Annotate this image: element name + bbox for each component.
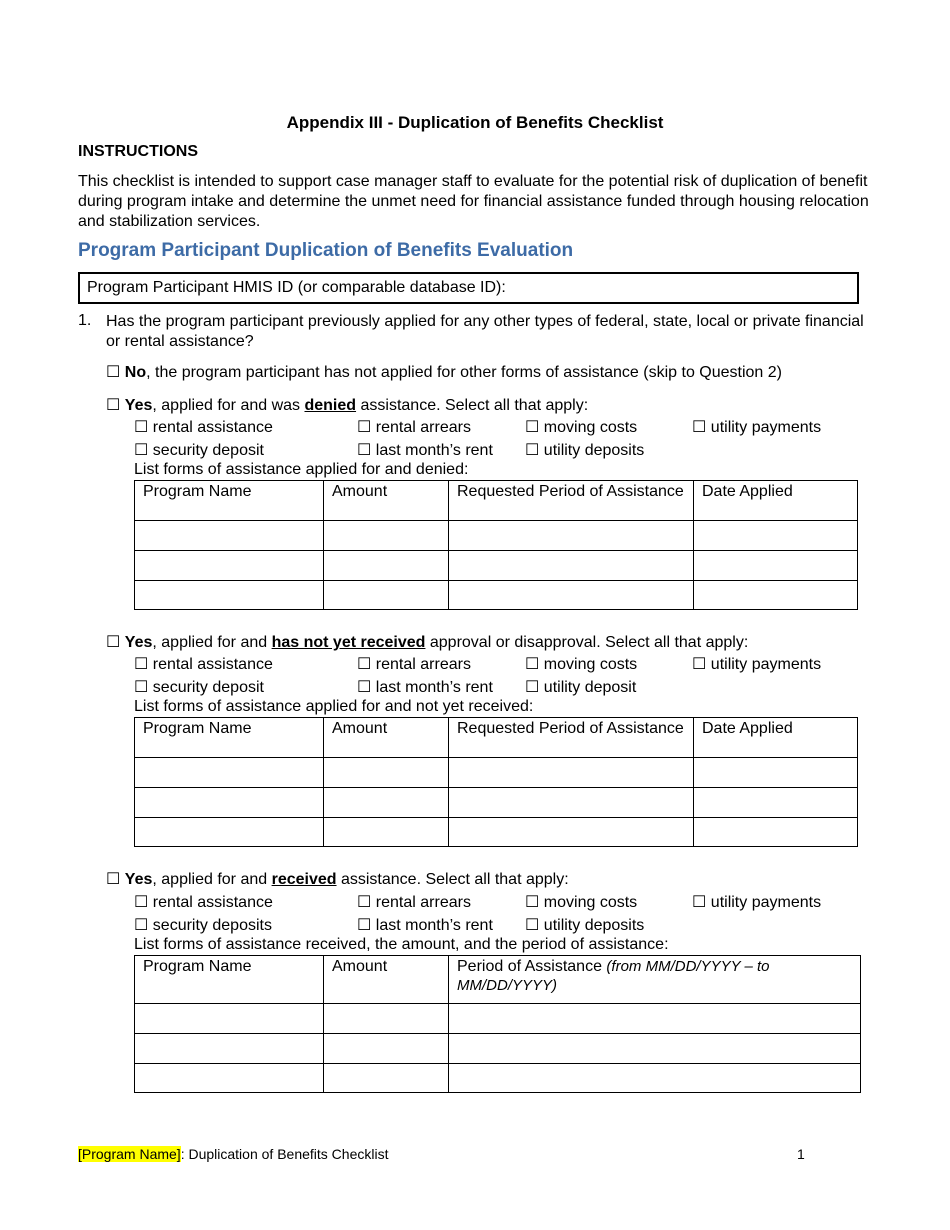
- pending-assistance-table: [134, 717, 858, 847]
- table-row: [135, 758, 858, 788]
- table-header-row: [135, 481, 858, 521]
- check-label: utility deposit: [543, 679, 637, 696]
- table-cell[interactable]: [324, 818, 449, 847]
- instructions-text: This checklist is intended to support case manager staff to evaluate for the potential risk of duplication of benefit during program intake and determine the unmet need for financial assistance funded through housing relocation and stabilization services.: [78, 173, 869, 230]
- checkbox-icon[interactable]: ☐: [525, 419, 540, 436]
- check-moving-costs[interactable]: [525, 893, 637, 913]
- check-utility-payments[interactable]: [692, 655, 821, 675]
- table-cell[interactable]: [449, 1004, 861, 1034]
- check-label: last month’s rent: [375, 917, 493, 934]
- table-cell[interactable]: [694, 551, 858, 581]
- col-program-name: Program Name: [135, 956, 324, 1004]
- check-moving-costs[interactable]: [525, 655, 637, 675]
- option-text: approval or disapproval. Select all that apply:: [425, 634, 749, 651]
- table-row: [135, 551, 858, 581]
- checkbox-icon[interactable]: ☐: [357, 419, 372, 436]
- checkbox-icon[interactable]: ☐: [357, 679, 372, 696]
- col-date-applied: Date Applied: [694, 718, 858, 758]
- table-cell[interactable]: [324, 1034, 449, 1064]
- received-assistance-table: [134, 955, 861, 1093]
- check-utility-deposits[interactable]: [525, 916, 644, 936]
- check-rental-assistance[interactable]: [134, 418, 273, 438]
- table-cell[interactable]: [135, 521, 324, 551]
- page-title: Appendix III - Duplication of Benefits Checklist: [286, 113, 664, 132]
- checkbox-icon[interactable]: ☐: [357, 656, 372, 673]
- option-yes-bold: Yes: [124, 397, 153, 414]
- table-cell[interactable]: [135, 818, 324, 847]
- check-label: utility deposits: [543, 442, 645, 459]
- table-row: [135, 1064, 861, 1093]
- checkbox-icon[interactable]: ☐: [106, 364, 121, 381]
- checkbox-icon[interactable]: ☐: [134, 679, 149, 696]
- check-label: security deposit: [152, 442, 264, 459]
- col-amount: Amount: [324, 956, 449, 1004]
- col-program-name: Program Name: [135, 481, 324, 521]
- table-row: [135, 581, 858, 610]
- denied-assistance-table: [134, 480, 858, 610]
- check-rental-assistance[interactable]: [134, 893, 273, 913]
- table-cell[interactable]: [135, 758, 324, 788]
- table-cell[interactable]: [449, 521, 694, 551]
- checkbox-icon[interactable]: ☐: [692, 656, 707, 673]
- table-cell[interactable]: [449, 581, 694, 610]
- pending-list-label: List forms of assistance applied for and not yet received:: [134, 698, 534, 715]
- check-utility-deposit[interactable]: [525, 678, 636, 698]
- check-last-months-rent[interactable]: [357, 678, 493, 698]
- checkbox-icon[interactable]: ☐: [525, 679, 540, 696]
- table-cell[interactable]: [694, 788, 858, 818]
- instructions-heading: INSTRUCTIONS: [78, 143, 198, 160]
- checkbox-icon[interactable]: ☐: [525, 917, 540, 934]
- denied-list-label: List forms of assistance applied for and denied:: [134, 461, 469, 478]
- check-label: rental assistance: [152, 419, 273, 436]
- option-emphasis: denied: [304, 397, 357, 414]
- check-utility-payments[interactable]: [692, 418, 821, 438]
- page-number: 1: [797, 1146, 805, 1162]
- table-cell[interactable]: [449, 551, 694, 581]
- check-label: moving costs: [543, 894, 638, 911]
- table-cell[interactable]: [449, 788, 694, 818]
- col-period-label: Period of Assistance: [457, 958, 602, 975]
- option-yes-received[interactable]: [106, 870, 569, 890]
- check-security-deposit[interactable]: [134, 678, 264, 698]
- received-list-label: List forms of assistance received, the amount, and the period of assistance:: [134, 936, 669, 953]
- check-label: utility deposits: [543, 917, 645, 934]
- table-cell[interactable]: [449, 758, 694, 788]
- check-label: rental assistance: [152, 894, 273, 911]
- check-label: last month’s rent: [375, 679, 493, 696]
- option-text: , applied for and: [152, 871, 272, 888]
- checkbox-icon[interactable]: ☐: [134, 917, 149, 934]
- option-yes-bold: Yes: [124, 871, 153, 888]
- option-no-bold: No: [124, 364, 147, 381]
- check-rental-arrears[interactable]: [357, 655, 471, 675]
- check-label: moving costs: [543, 656, 638, 673]
- table-cell[interactable]: [324, 581, 449, 610]
- page-footer: [78, 1146, 388, 1162]
- footer-program-name: [Program Name]: [78, 1146, 181, 1162]
- checkbox-icon[interactable]: ☐: [134, 442, 149, 459]
- option-emphasis: received: [271, 871, 337, 888]
- table-cell[interactable]: [135, 551, 324, 581]
- col-period-of-assistance: [449, 956, 861, 1004]
- table-row: [135, 521, 858, 551]
- check-label: rental arrears: [375, 894, 471, 911]
- check-utility-deposits[interactable]: [525, 441, 644, 461]
- table-cell[interactable]: [135, 1004, 324, 1034]
- col-requested-period: Requested Period of Assistance: [449, 481, 694, 521]
- checkbox-icon[interactable]: ☐: [357, 917, 372, 934]
- check-utility-payments[interactable]: [692, 893, 821, 913]
- check-rental-arrears[interactable]: [357, 893, 471, 913]
- check-label: utility payments: [710, 656, 822, 673]
- table-cell[interactable]: [324, 521, 449, 551]
- option-no[interactable]: [106, 363, 782, 383]
- checkbox-icon[interactable]: ☐: [525, 656, 540, 673]
- checkbox-icon[interactable]: ☐: [357, 894, 372, 911]
- table-cell[interactable]: [449, 818, 694, 847]
- checkbox-icon[interactable]: ☐: [134, 656, 149, 673]
- table-cell[interactable]: [135, 581, 324, 610]
- check-security-deposit[interactable]: [134, 441, 264, 461]
- check-rental-arrears[interactable]: [357, 418, 471, 438]
- table-header-row: [135, 718, 858, 758]
- col-requested-period: Requested Period of Assistance: [449, 718, 694, 758]
- table-cell[interactable]: [449, 1034, 861, 1064]
- check-label: security deposits: [152, 917, 272, 934]
- check-rental-assistance[interactable]: [134, 655, 273, 675]
- period-hint: (from MM/DD/YYYY – to MM/DD/YYYY): [457, 958, 770, 994]
- option-yes-bold: Yes: [124, 634, 153, 651]
- question-number: 1.: [78, 312, 92, 329]
- option-text: assistance. Select all that apply:: [356, 397, 589, 414]
- table-cell[interactable]: [324, 758, 449, 788]
- check-label: rental arrears: [375, 419, 471, 436]
- table-cell[interactable]: [324, 551, 449, 581]
- table-cell[interactable]: [135, 1064, 324, 1093]
- col-date-applied: Date Applied: [694, 481, 858, 521]
- hmis-id-label: Program Participant HMIS ID (or comparable database ID):: [87, 279, 506, 296]
- check-label: last month’s rent: [375, 442, 493, 459]
- table-cell[interactable]: [135, 1034, 324, 1064]
- option-text: , applied for and: [152, 634, 272, 651]
- option-no-text: , the program participant has not applied for other forms of assistance (skip to Question 2): [146, 364, 782, 381]
- checkbox-icon[interactable]: ☐: [525, 894, 540, 911]
- footer-text: : Duplication of Benefits Checklist: [180, 1146, 389, 1162]
- table-row: [135, 818, 858, 847]
- check-label: rental assistance: [152, 656, 273, 673]
- check-last-months-rent[interactable]: [357, 916, 493, 936]
- check-security-deposits[interactable]: [134, 916, 272, 936]
- hmis-id-field[interactable]: [78, 272, 859, 304]
- col-program-name: Program Name: [135, 718, 324, 758]
- checkbox-icon[interactable]: ☐: [106, 397, 121, 414]
- table-row: [135, 1004, 861, 1034]
- table-header-row: [135, 956, 861, 1004]
- checkbox-icon[interactable]: ☐: [106, 634, 121, 651]
- checkbox-icon[interactable]: ☐: [357, 442, 372, 459]
- checkbox-icon[interactable]: ☐: [134, 894, 149, 911]
- checkbox-icon[interactable]: ☐: [692, 894, 707, 911]
- table-cell[interactable]: [694, 818, 858, 847]
- table-cell[interactable]: [694, 521, 858, 551]
- col-amount: Amount: [324, 718, 449, 758]
- table-cell[interactable]: [324, 1064, 449, 1093]
- question-text: Has the program participant previously applied for any other types of federal, state, local or private financial or rental assistance?: [106, 313, 864, 350]
- checkbox-icon[interactable]: ☐: [692, 419, 707, 436]
- table-row: [135, 1034, 861, 1064]
- col-amount: Amount: [324, 481, 449, 521]
- check-label: security deposit: [152, 679, 264, 696]
- table-cell[interactable]: [694, 581, 858, 610]
- option-text: , applied for and was: [152, 397, 305, 414]
- checkbox-icon[interactable]: ☐: [134, 419, 149, 436]
- option-yes-pending[interactable]: [106, 633, 748, 653]
- table-cell[interactable]: [135, 788, 324, 818]
- table-cell[interactable]: [324, 1004, 449, 1034]
- table-cell[interactable]: [324, 788, 449, 818]
- check-last-months-rent[interactable]: [357, 441, 493, 461]
- table-cell[interactable]: [694, 758, 858, 788]
- check-label: rental arrears: [375, 656, 471, 673]
- checkbox-icon[interactable]: ☐: [525, 442, 540, 459]
- checkbox-icon[interactable]: ☐: [106, 871, 121, 888]
- check-moving-costs[interactable]: [525, 418, 637, 438]
- check-label: moving costs: [543, 419, 638, 436]
- option-emphasis: has not yet received: [271, 634, 426, 651]
- check-label: utility payments: [710, 894, 822, 911]
- option-yes-denied[interactable]: [106, 396, 588, 416]
- check-label: utility payments: [710, 419, 822, 436]
- table-row: [135, 788, 858, 818]
- option-text: assistance. Select all that apply:: [336, 871, 569, 888]
- section-heading: Program Participant Duplication of Benefits Evaluation: [78, 240, 574, 261]
- table-cell[interactable]: [449, 1064, 861, 1093]
